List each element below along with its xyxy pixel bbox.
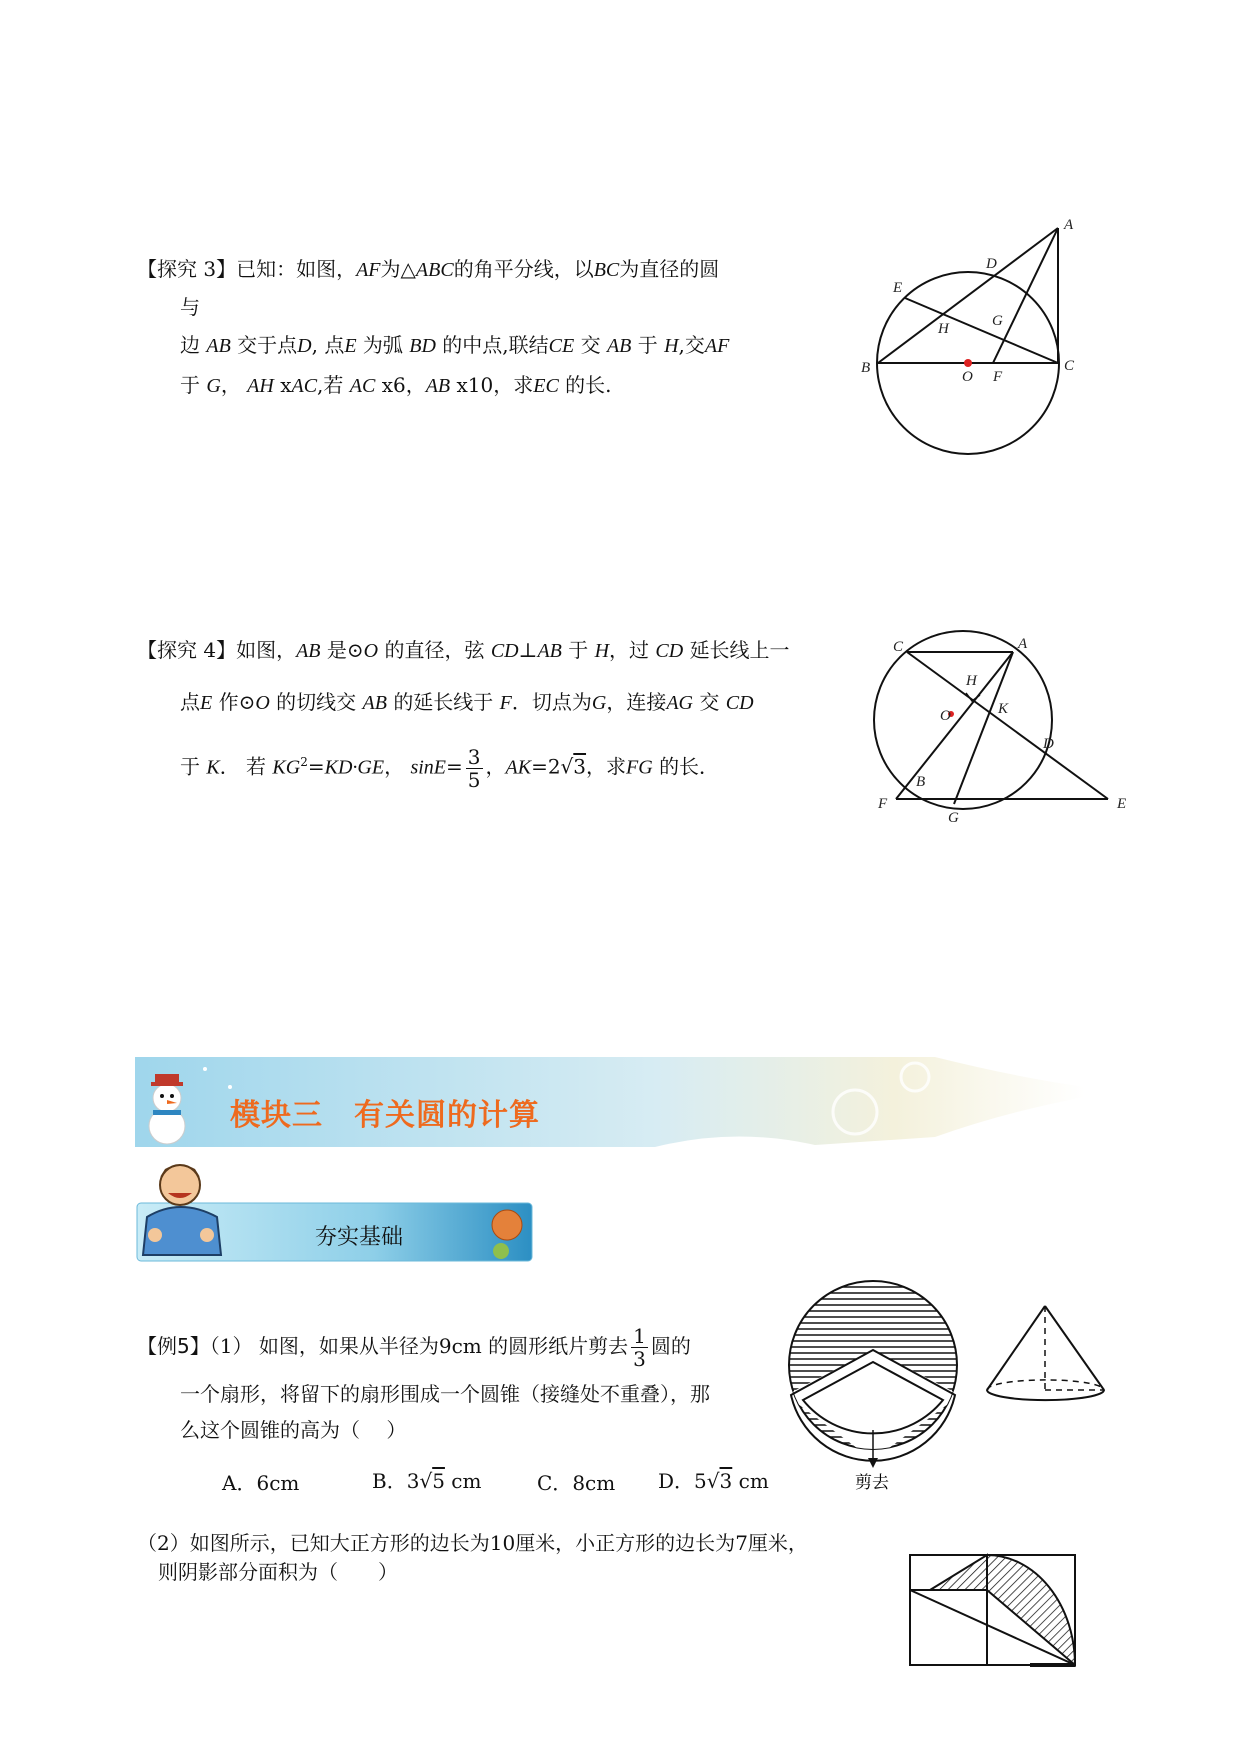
- var: AK: [505, 756, 532, 779]
- fig3-label-G: G: [992, 313, 1003, 329]
- option-value: 6: [256, 1471, 270, 1495]
- text: 点: [180, 690, 200, 714]
- cut-label: 剪去: [855, 1473, 889, 1493]
- text: 作⊙: [218, 690, 256, 714]
- text: 是⊙: [326, 638, 364, 662]
- var: AB: [606, 335, 632, 357]
- text: 厘米，小正方形的边长为: [515, 1531, 736, 1555]
- var: FG: [626, 756, 653, 779]
- module-title: 模块三 有关圆的计算: [230, 1098, 540, 1133]
- text: 的圆形纸片剪去: [488, 1334, 629, 1358]
- option-C[interactable]: [537, 1467, 615, 1496]
- text: 圆的: [650, 1334, 691, 1358]
- var: AB: [537, 640, 562, 662]
- explore4-figure: [870, 630, 1140, 825]
- q2-line2: [158, 1560, 398, 1584]
- text: , 点: [311, 333, 345, 357]
- option-unit: cm: [269, 1471, 300, 1495]
- radicand: 3: [573, 754, 587, 779]
- var: H: [664, 335, 679, 357]
- text: 边: [180, 333, 200, 357]
- example5-label: 【例5】: [137, 1334, 210, 1358]
- text: 的切线交: [276, 690, 357, 714]
- text: 于: [568, 638, 589, 662]
- var: G: [591, 692, 607, 714]
- fig4-label-H: H: [966, 673, 977, 689]
- var: KD·GE: [324, 756, 385, 779]
- text: 厘米，: [747, 1531, 808, 1555]
- fig3-label-H: H: [938, 321, 949, 337]
- text: ，: [485, 754, 506, 779]
- text: ,若: [317, 373, 344, 397]
- numerator: 3: [467, 744, 481, 769]
- text: 于: [180, 373, 200, 397]
- fig4-label-F: F: [878, 796, 888, 812]
- var: O: [255, 692, 270, 714]
- var: AF: [356, 259, 381, 281]
- var: AC: [349, 375, 376, 397]
- text: （1） 如图，如果从半径为: [209, 1334, 439, 1358]
- text: 一个扇形，将留下的扇形围成一个圆锥（接缝处不重叠），那: [180, 1382, 710, 1406]
- var: sinE: [410, 756, 446, 779]
- denominator: 3: [633, 1347, 646, 1371]
- var: F: [499, 692, 512, 714]
- var: BC: [593, 259, 620, 281]
- var: EC: [533, 375, 559, 397]
- text: =: [446, 754, 463, 779]
- q2-line1: [137, 1531, 808, 1555]
- var: CD: [725, 692, 754, 714]
- text: ，: [220, 373, 241, 397]
- text: 如图，: [236, 638, 297, 662]
- example5-line2: [180, 1382, 710, 1406]
- text: 交: [699, 690, 720, 714]
- fig3-label-F: F: [993, 369, 1003, 385]
- var: CD: [490, 640, 519, 662]
- fig3-label-E: E: [893, 280, 903, 296]
- option-letter: B．: [372, 1469, 407, 1493]
- fig3-label-A: A: [1064, 217, 1074, 233]
- text: ，: [405, 373, 426, 397]
- explore3-line3: [180, 333, 729, 358]
- option-value: 5: [694, 1469, 707, 1493]
- var: G: [206, 375, 221, 397]
- option-D[interactable]: D．5√3 cm: [658, 1469, 769, 1493]
- var: O: [363, 640, 379, 662]
- text: ，: [384, 754, 411, 779]
- text: ⅹ10: [456, 373, 494, 397]
- text: =: [307, 754, 325, 779]
- text: 于: [180, 754, 200, 779]
- text: 的延长线于: [393, 690, 494, 714]
- fig4-label-O: O: [940, 708, 951, 724]
- fig3-label-O: O: [962, 369, 973, 385]
- var: KG: [272, 756, 301, 779]
- text: 为弧: [362, 333, 403, 357]
- denominator: 5: [467, 767, 481, 792]
- text: =2: [531, 754, 561, 779]
- var: AF: [704, 335, 730, 357]
- numerator: 1: [633, 1324, 646, 1348]
- text: 于: [637, 333, 658, 357]
- text: 与: [180, 295, 200, 319]
- unit: cm: [451, 1334, 482, 1358]
- option-unit: cm: [451, 1469, 482, 1493]
- option-value: 8: [572, 1471, 586, 1495]
- explore4-line2: [180, 690, 754, 715]
- var: AB: [425, 375, 451, 397]
- var: K: [206, 756, 220, 779]
- option-letter: C．: [537, 1471, 573, 1495]
- text: ，求: [586, 754, 627, 779]
- option-unit: cm: [738, 1469, 769, 1493]
- option-A[interactable]: [222, 1467, 299, 1496]
- text: 的长．: [659, 754, 720, 779]
- fraction-one-third: [631, 1325, 648, 1370]
- example5-line1: [137, 1323, 691, 1370]
- squares-figure: [905, 1550, 1085, 1670]
- text: 则阴影部分面积为（ ）: [158, 1560, 398, 1584]
- var: CD: [655, 640, 684, 662]
- option-letter: D．: [658, 1469, 695, 1493]
- fig4-label-B: B: [916, 774, 926, 790]
- fig4-label-E: E: [1117, 796, 1127, 812]
- option-B[interactable]: B．3√5 cm: [372, 1469, 482, 1493]
- text: ．切点为: [511, 690, 592, 714]
- text: 的角平分线，以: [453, 257, 594, 281]
- exponent: 2: [300, 755, 308, 769]
- explore4-label: 【探究 4】: [137, 638, 237, 662]
- fig4-label-A: A: [1018, 636, 1028, 652]
- var: AC: [291, 375, 318, 397]
- text: 么这个圆锥的高为（ ）: [180, 1418, 407, 1442]
- fig4-label-D: D: [1043, 736, 1054, 752]
- fig4-label-K: K: [998, 701, 1009, 717]
- text: 的长.: [565, 373, 612, 397]
- option-value: 3: [406, 1469, 420, 1493]
- text: ，求: [493, 373, 534, 397]
- var: AH: [247, 375, 274, 397]
- subbanner-title: 夯实基础: [315, 1225, 404, 1250]
- example5-line3: [180, 1418, 406, 1442]
- var: AB: [362, 692, 387, 714]
- snowman-icon: [137, 1068, 197, 1148]
- example5-figure: [785, 1275, 1115, 1493]
- text: ⅹ: [280, 373, 292, 397]
- option-radicand: 5: [432, 1469, 445, 1493]
- var: E: [200, 692, 213, 714]
- fig3-label-C: C: [1064, 358, 1075, 374]
- sqrt-sign: √: [560, 754, 574, 779]
- text: 7: [735, 1531, 748, 1555]
- text: 为△: [380, 257, 416, 281]
- text: 延长线上一: [689, 638, 790, 662]
- var: ABC: [415, 259, 454, 281]
- fig3-label-D: D: [986, 256, 997, 272]
- explore3-line4: [180, 373, 612, 398]
- var: CE: [548, 335, 575, 357]
- option-radicand: 3: [719, 1469, 733, 1493]
- text: 已知：如图，: [236, 257, 357, 281]
- var: BD: [409, 335, 436, 357]
- text: ． 若: [219, 754, 267, 779]
- text: 交: [580, 333, 601, 357]
- var: AB: [296, 640, 321, 662]
- text: ⅹ6: [381, 373, 406, 397]
- text: 10: [489, 1531, 516, 1555]
- option-letter: A．: [222, 1471, 257, 1495]
- var: AG: [666, 692, 694, 714]
- var: AB: [206, 335, 231, 357]
- var: D: [297, 335, 312, 357]
- fig4-label-G: G: [948, 810, 959, 826]
- text: ⊥: [518, 638, 538, 662]
- text: ,交: [678, 333, 705, 357]
- text: 为直径的圆: [619, 257, 720, 281]
- var: E: [344, 335, 357, 357]
- text: ，连接: [606, 690, 667, 714]
- explore3-label: 【探究 3】: [137, 257, 237, 281]
- option-unit: cm: [585, 1471, 616, 1495]
- explore3-line2: [180, 295, 200, 319]
- explore3-figure: [855, 210, 1085, 465]
- text: 9: [438, 1334, 452, 1358]
- explore4-line1: [137, 638, 790, 663]
- text: ，过: [609, 638, 650, 662]
- explore4-line3: [180, 738, 719, 792]
- text: 交于点: [237, 333, 298, 357]
- text: （2）如图所示，已知大正方形的边长为: [137, 1531, 490, 1555]
- explore3-line1: [137, 257, 719, 282]
- text: 的直径，弦: [384, 638, 485, 662]
- text: 的中点,联结: [442, 333, 549, 357]
- fig3-label-B: B: [861, 360, 871, 376]
- fig4-label-C: C: [893, 639, 904, 655]
- fraction-three-fifths: [466, 746, 483, 791]
- var: H: [594, 640, 610, 662]
